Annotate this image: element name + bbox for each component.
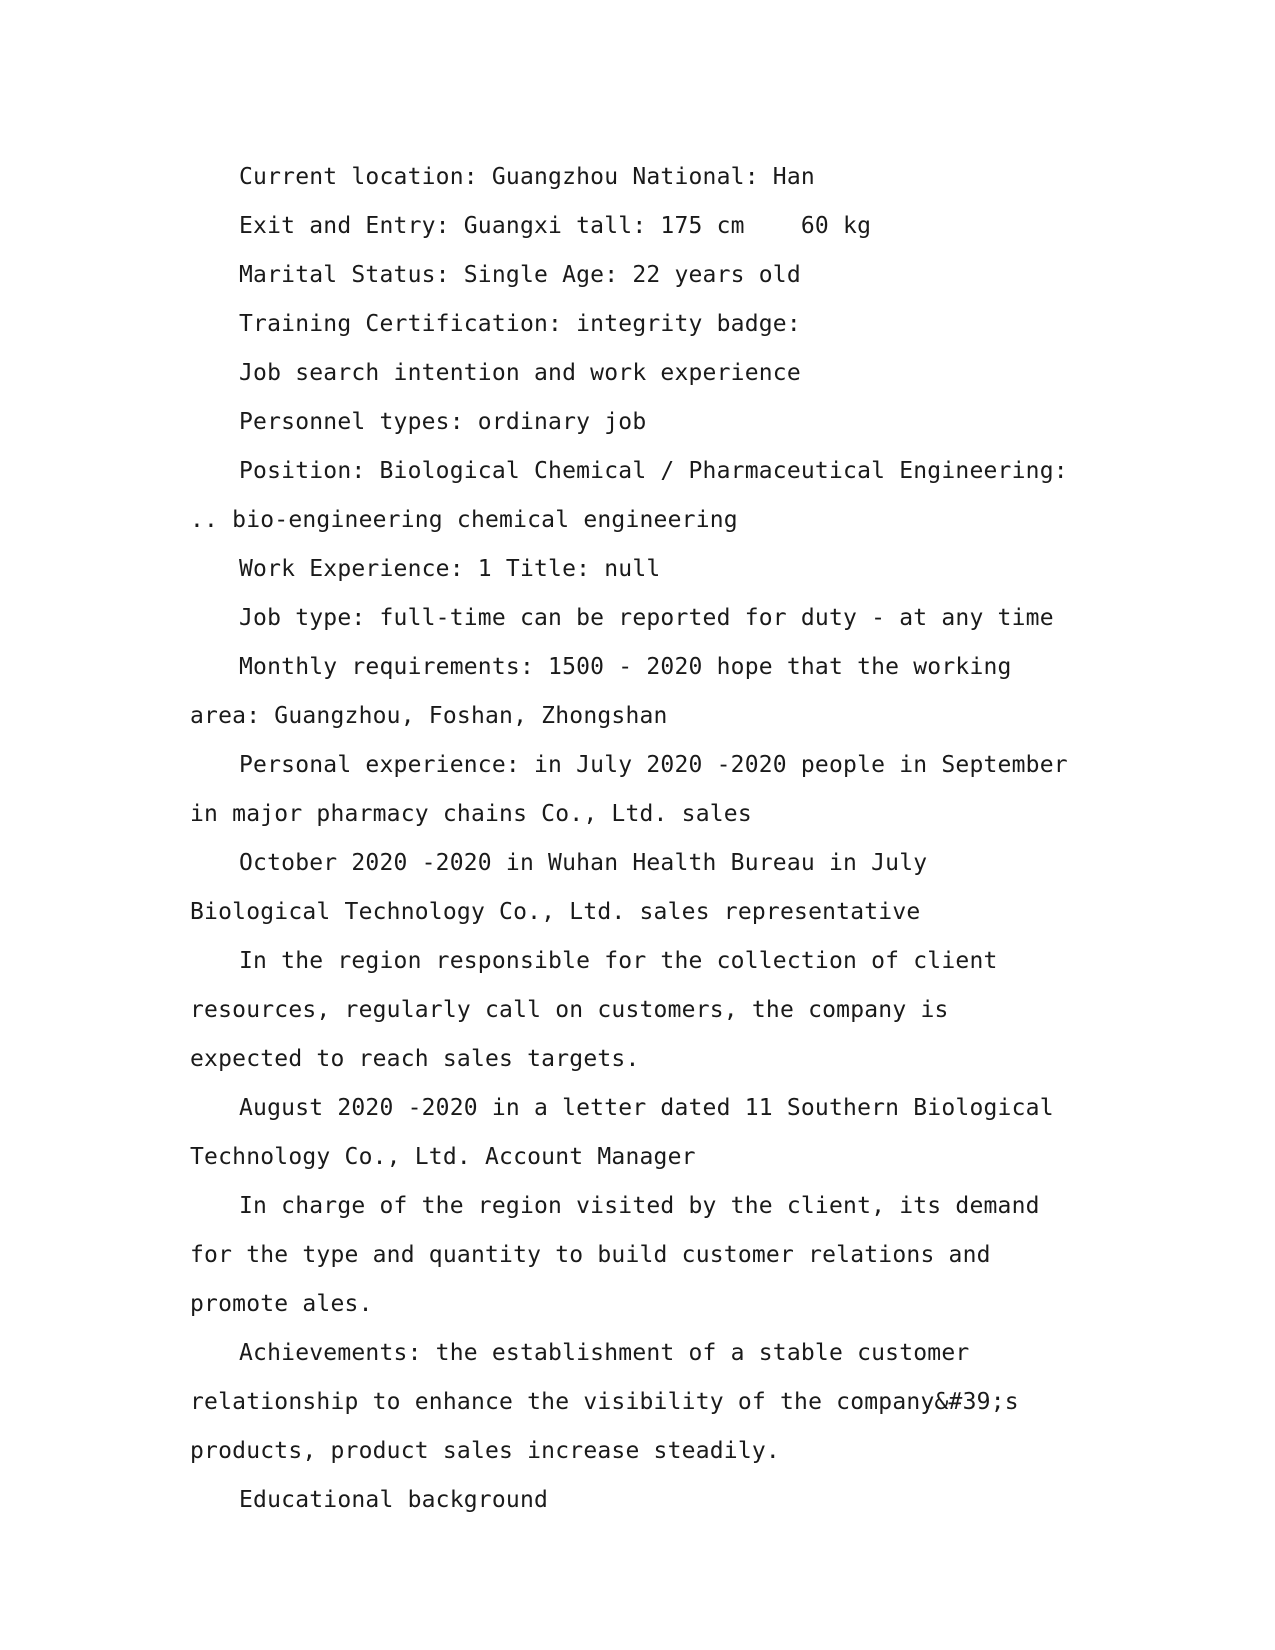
paragraph-client-region: In charge of the region visited by the client, its demand for the type and quantity to build customer relations and promote ales. [190,1193,1040,1317]
paragraph-job-type: Job type: full-time can be reported for duty - at any time [239,605,1054,631]
paragraph-personnel-types: Personnel types: ordinary job [239,409,647,435]
paragraph-section-job-search: Job search intention and work experience [239,360,801,386]
paragraph-october-experience: October 2020 -2020 in Wuhan Health Bureau in July Biological Technology Co., Ltd. sales representative [190,850,928,925]
paragraph-region-responsibility: In the region responsible for the collection of client resources, regularly call on customers, the company is expected to reach sales targets. [190,948,998,1072]
paragraph-current-location: Current location: Guangzhou National: Han [239,164,815,190]
paragraph-section-education: Educational background [239,1487,549,1513]
paragraph-marital-status: Marital Status: Single Age: 22 years old [239,262,801,288]
paragraph-august-experience: August 2020 -2020 in a letter dated 11 Southern Biological Technology Co., Ltd. Account Manager [190,1095,1054,1170]
paragraph-exit-entry: Exit and Entry: Guangxi tall: 175 cm 60 kg [239,213,872,239]
paragraph-training-certification: Training Certification: integrity badge: [239,311,801,337]
paragraph-monthly-requirements: Monthly requirements: 1500 - 2020 hope that the working area: Guangzhou, Foshan, Zhongshan [190,654,1012,729]
paragraph-position: Position: Biological Chemical / Pharmaceutical Engineering: .. bio-engineering chemical engineering [190,458,1068,533]
paragraph-work-experience: Work Experience: 1 Title: null [239,556,661,582]
paragraph-achievements: Achievements: the establishment of a stable customer relationship to enhance the visibility of the company&#39;s products, product sales increase steadily. [190,1340,1019,1464]
document-body [190,153,1070,1525]
paragraph-personal-experience: Personal experience: in July 2020 -2020 people in September in major pharmacy chains Co., Ltd. sales [190,752,1068,827]
